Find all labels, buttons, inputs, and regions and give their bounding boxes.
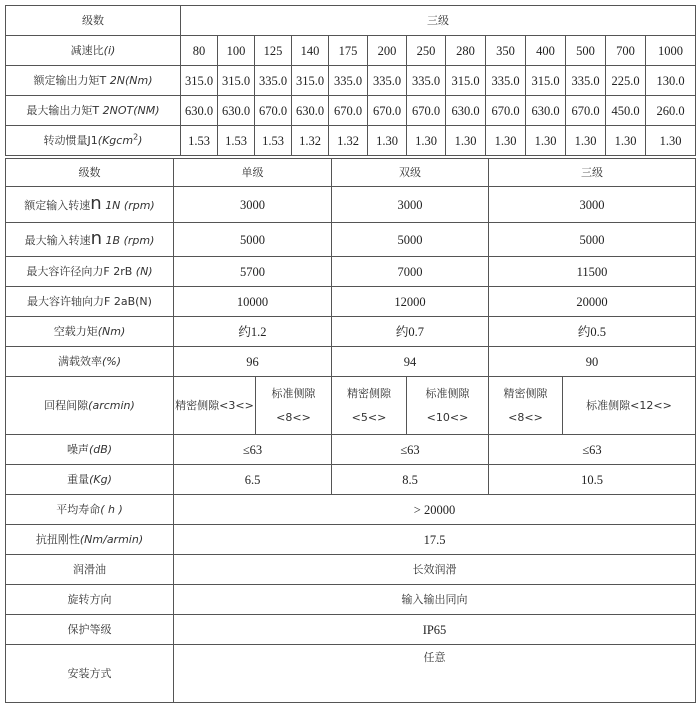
noise-triple: ≤63 <box>489 435 696 465</box>
efficiency-triple: 90 <box>489 347 696 377</box>
lubrication-label: 润滑油 <box>6 555 174 585</box>
no-load-torque-single: 约1.2 <box>174 317 332 347</box>
max-torque-cell: 670.0 <box>407 96 446 126</box>
inertia-cell: 1.32 <box>329 126 368 156</box>
rated-torque-cell: 315.0 <box>218 66 255 96</box>
lifetime-row <box>6 495 696 525</box>
efficiency-single: 96 <box>174 347 332 377</box>
noise-row <box>6 435 696 465</box>
ratio-cell: 280 <box>446 36 486 66</box>
radial-force-double: 7000 <box>332 257 489 287</box>
rated-speed-single: 3000 <box>174 187 332 223</box>
inertia-cell: 1.30 <box>486 126 526 156</box>
stiffness-value: 17.5 <box>174 525 696 555</box>
protection-label: 保护等级 <box>6 615 174 645</box>
ratio-cell: 100 <box>218 36 255 66</box>
no-load-torque-row <box>6 317 696 347</box>
max-speed-row <box>6 223 696 257</box>
mounting-label: 安装方式 <box>6 645 174 703</box>
rated-torque-row <box>6 66 696 96</box>
max-torque-cell: 630.0 <box>446 96 486 126</box>
max-torque-cell: 260.0 <box>646 96 696 126</box>
inertia-cell: 1.53 <box>181 126 218 156</box>
max-speed-single: 5000 <box>174 223 332 257</box>
efficiency-double: 94 <box>332 347 489 377</box>
no-load-torque-label: 空载力矩(Nm) <box>6 317 174 347</box>
inertia-row <box>6 126 696 156</box>
rated-torque-cell: 315.0 <box>292 66 329 96</box>
stage-spec-table <box>5 158 696 703</box>
radial-force-triple: 11500 <box>489 257 696 287</box>
max-torque-cell: 630.0 <box>526 96 566 126</box>
noise-single: ≤63 <box>174 435 332 465</box>
stage-single-header: 单级 <box>174 159 332 187</box>
protection-row <box>6 615 696 645</box>
stiffness-row <box>6 525 696 555</box>
ratio-cell: 125 <box>255 36 292 66</box>
max-speed-label: 最大输入转速n 1B (rpm) <box>6 223 174 257</box>
rated-speed-row <box>6 187 696 223</box>
rated-speed-label: 额定输入转速n 1N (rpm) <box>6 187 174 223</box>
ratio-cell: 140 <box>292 36 329 66</box>
max-torque-cell: 630.0 <box>292 96 329 126</box>
backlash-cell: 标准侧隙 <8<> <box>256 377 332 435</box>
series-row <box>6 6 696 36</box>
inertia-cell: 1.32 <box>292 126 329 156</box>
ratio-cell: 400 <box>526 36 566 66</box>
rated-torque-label: 额定输出力矩T 2N(Nm) <box>6 66 181 96</box>
ratio-cell: 1000 <box>646 36 696 66</box>
rated-torque-cell: 130.0 <box>646 66 696 96</box>
max-torque-cell: 670.0 <box>255 96 292 126</box>
inertia-cell: 1.53 <box>218 126 255 156</box>
rated-torque-cell: 335.0 <box>486 66 526 96</box>
axial-force-triple: 20000 <box>489 287 696 317</box>
ratio-cell: 200 <box>368 36 407 66</box>
max-torque-cell: 670.0 <box>486 96 526 126</box>
radial-force-row <box>6 257 696 287</box>
ratio-cell: 500 <box>566 36 606 66</box>
backlash-cell: 精密侧隙<3<> <box>174 377 256 435</box>
max-speed-double: 5000 <box>332 223 489 257</box>
max-torque-cell: 670.0 <box>368 96 407 126</box>
axial-force-row <box>6 287 696 317</box>
rated-torque-cell: 315.0 <box>446 66 486 96</box>
protection-value: IP65 <box>174 615 696 645</box>
noise-double: ≤63 <box>332 435 489 465</box>
stiffness-label: 抗扭刚性(Nm/armin) <box>6 525 174 555</box>
stage-header-label: 级数 <box>6 159 174 187</box>
stage-double-header: 双级 <box>332 159 489 187</box>
rated-torque-cell: 335.0 <box>368 66 407 96</box>
rotation-value: 输入输出同向 <box>174 585 696 615</box>
stage-triple-header: 三级 <box>489 159 696 187</box>
max-torque-row <box>6 96 696 126</box>
inertia-label: 转动惯量J1(Kgcm$^2$) <box>6 126 181 156</box>
rated-torque-cell: 335.0 <box>407 66 446 96</box>
rated-torque-cell: 335.0 <box>566 66 606 96</box>
efficiency-row <box>6 347 696 377</box>
rated-speed-double: 3000 <box>332 187 489 223</box>
backlash-cell: 精密侧隙 <5<> <box>332 377 407 435</box>
weight-double: 8.5 <box>332 465 489 495</box>
backlash-cell: 标准侧隙<12<> <box>563 377 696 435</box>
ratio-label: 减速比(i) <box>6 36 181 66</box>
max-torque-cell: 450.0 <box>606 96 646 126</box>
noise-label: 噪声(dB) <box>6 435 174 465</box>
lifetime-label: 平均寿命( h ) <box>6 495 174 525</box>
ratio-cell: 700 <box>606 36 646 66</box>
radial-force-label: 最大容许径向力F 2rB (N) <box>6 257 174 287</box>
lifetime-value: > 20000 <box>174 495 696 525</box>
max-torque-cell: 630.0 <box>218 96 255 126</box>
rotation-label: 旋转方向 <box>6 585 174 615</box>
max-speed-triple: 5000 <box>489 223 696 257</box>
axial-force-label: 最大容许轴向力F 2aB(N) <box>6 287 174 317</box>
backlash-row <box>6 377 696 435</box>
ratio-row <box>6 36 696 66</box>
inertia-cell: 1.53 <box>255 126 292 156</box>
ratio-spec-table <box>5 5 696 156</box>
rated-torque-cell: 335.0 <box>329 66 368 96</box>
stage-header-row <box>6 159 696 187</box>
series-value: 三级 <box>181 6 696 36</box>
weight-label: 重量(Kg) <box>6 465 174 495</box>
rated-torque-cell: 315.0 <box>526 66 566 96</box>
no-load-torque-double: 约0.7 <box>332 317 489 347</box>
inertia-cell: 1.30 <box>646 126 696 156</box>
lubrication-row <box>6 555 696 585</box>
axial-force-double: 12000 <box>332 287 489 317</box>
rated-torque-cell: 335.0 <box>255 66 292 96</box>
max-torque-label: 最大输出力矩T 2NOT(NM) <box>6 96 181 126</box>
inertia-cell: 1.30 <box>368 126 407 156</box>
rotation-row <box>6 585 696 615</box>
backlash-cell: 精密侧隙 <8<> <box>489 377 563 435</box>
max-torque-cell: 670.0 <box>329 96 368 126</box>
max-torque-cell: 670.0 <box>566 96 606 126</box>
ratio-cell: 80 <box>181 36 218 66</box>
rated-speed-triple: 3000 <box>489 187 696 223</box>
radial-force-single: 5700 <box>174 257 332 287</box>
inertia-cell: 1.30 <box>407 126 446 156</box>
rated-torque-cell: 225.0 <box>606 66 646 96</box>
backlash-label: 回程间隙(arcmin) <box>6 377 174 435</box>
series-label: 级数 <box>6 6 181 36</box>
ratio-cell: 175 <box>329 36 368 66</box>
lubrication-value: 长效润滑 <box>174 555 696 585</box>
inertia-cell: 1.30 <box>566 126 606 156</box>
mounting-row <box>6 645 696 703</box>
rated-torque-cell: 315.0 <box>181 66 218 96</box>
efficiency-label: 满载效率(%) <box>6 347 174 377</box>
ratio-cell: 250 <box>407 36 446 66</box>
weight-single: 6.5 <box>174 465 332 495</box>
inertia-cell: 1.30 <box>526 126 566 156</box>
max-torque-cell: 630.0 <box>181 96 218 126</box>
mounting-value: 任意 <box>174 645 696 703</box>
weight-row <box>6 465 696 495</box>
backlash-cell: 标准侧隙 <10<> <box>407 377 489 435</box>
weight-triple: 10.5 <box>489 465 696 495</box>
ratio-cell: 350 <box>486 36 526 66</box>
inertia-cell: 1.30 <box>446 126 486 156</box>
inertia-cell: 1.30 <box>606 126 646 156</box>
no-load-torque-triple: 约0.5 <box>489 317 696 347</box>
axial-force-single: 10000 <box>174 287 332 317</box>
